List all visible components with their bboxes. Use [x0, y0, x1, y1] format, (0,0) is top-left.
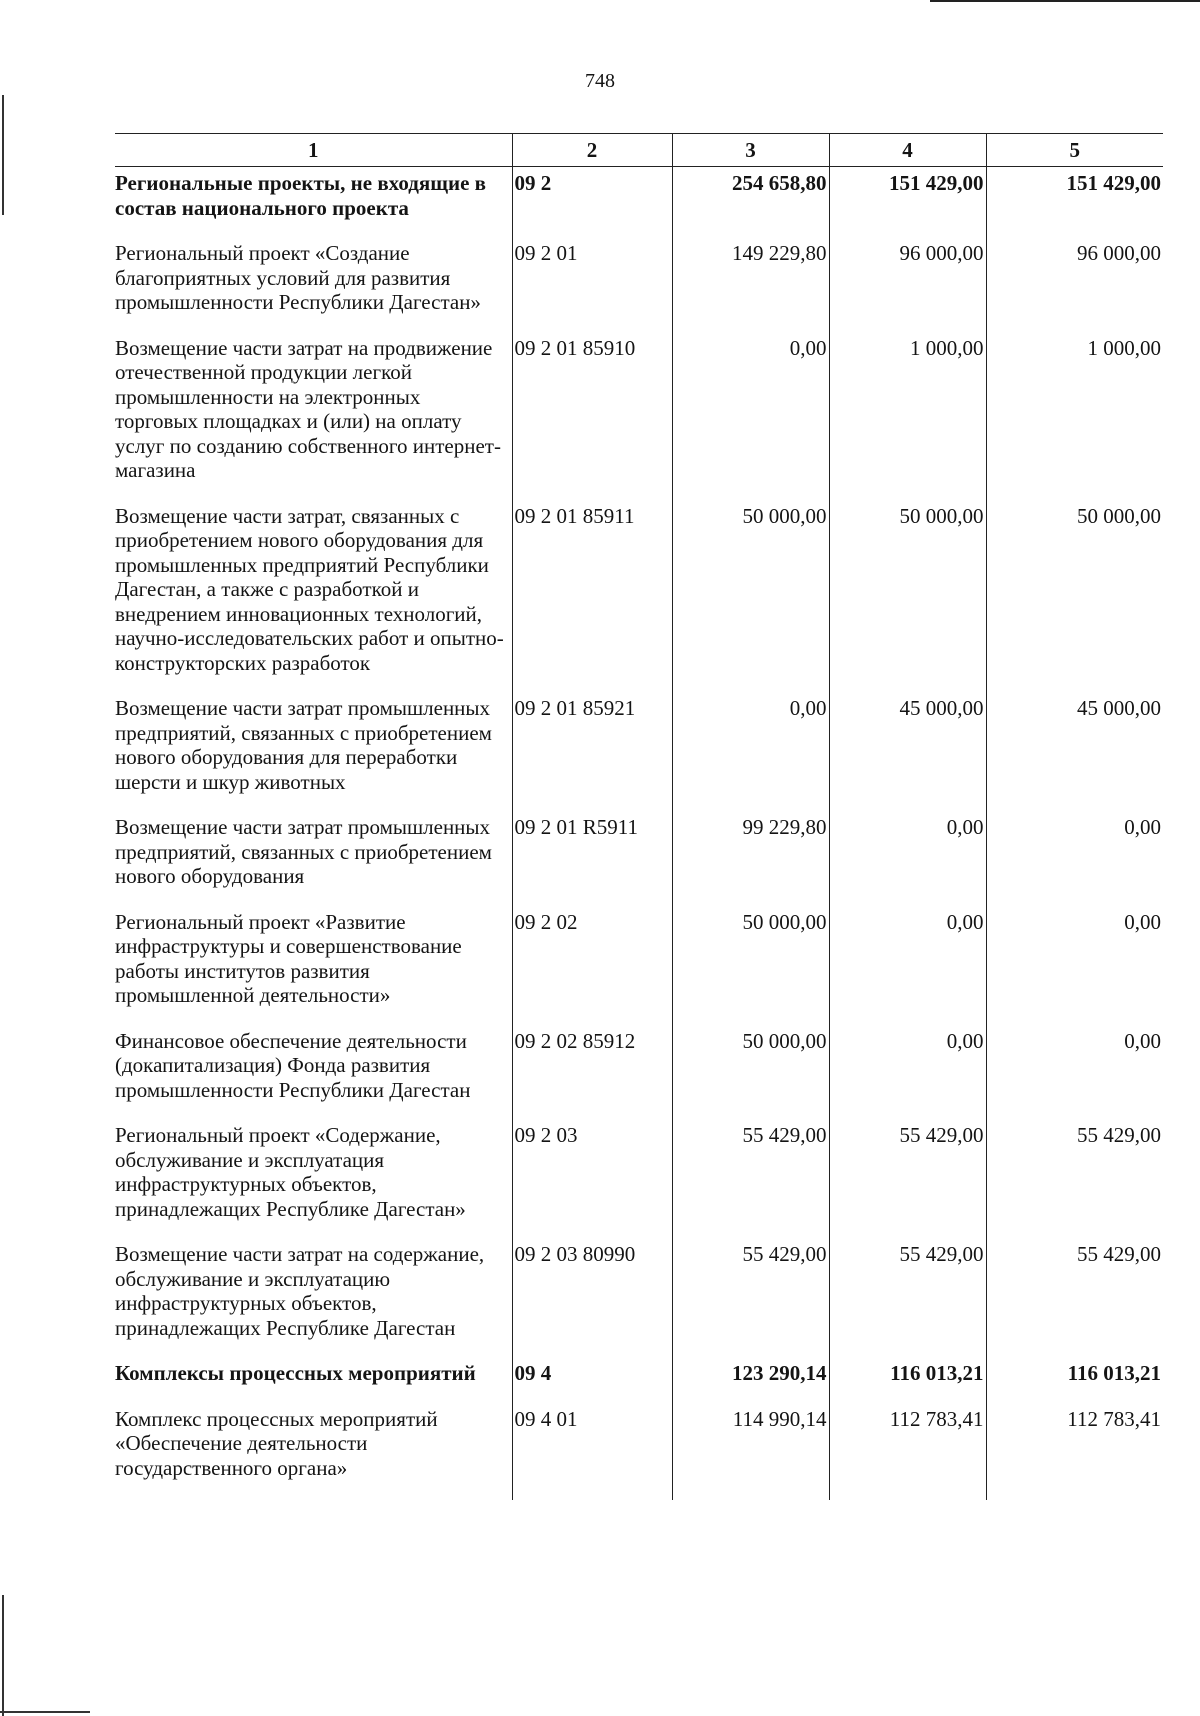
column-header-3: 3 [672, 134, 829, 167]
row-code: 09 4 01 [512, 1398, 672, 1501]
row-code: 09 4 [512, 1352, 672, 1398]
bottom-edge-rule [0, 1711, 90, 1713]
table-row [115, 806, 1163, 901]
budget-table [115, 133, 1163, 1500]
row-code: 09 2 03 [512, 1114, 672, 1233]
table-row [115, 901, 1163, 1020]
column-header-4: 4 [829, 134, 986, 167]
table-row [115, 687, 1163, 806]
top-edge-rule [930, 0, 1200, 2]
row-value-col5: 50 000,00 [986, 495, 1163, 688]
row-code: 09 2 01 85921 [512, 687, 672, 806]
row-value-col3: 254 658,80 [672, 167, 829, 233]
row-value-col3: 50 000,00 [672, 901, 829, 1020]
row-description: Возмещение части затрат на содержание, обслуживание и эксплуатацию инфраструктурных объектов, принадлежащих Республике Дагестан [115, 1242, 485, 1340]
row-description: Финансовое обеспечение деятельности (докапитализация) Фонда развития промышленности Республики Дагестан [115, 1028, 471, 1102]
row-description: Возмещение части затрат на продвижение отечественной продукции легкой промышленности на электронных торговых площадках и (или) на оплату услуг по созданию собственного интернет-магазина [115, 335, 501, 482]
row-value-col3: 114 990,14 [672, 1398, 829, 1501]
row-description: Региональный проект «Развитие инфраструктуры и совершенствование работы институтов развития промышленной деятельности» [115, 909, 462, 1007]
row-code: 09 2 02 85912 [512, 1020, 672, 1115]
row-value-col5: 1 000,00 [986, 327, 1163, 495]
row-description: Возмещение части затрат промышленных предприятий, связанных с приобретением нового оборудования [115, 815, 492, 888]
row-value-col3: 0,00 [672, 327, 829, 495]
table-row [115, 1114, 1163, 1233]
row-value-col4: 55 429,00 [829, 1233, 986, 1352]
row-value-col4: 50 000,00 [829, 495, 986, 688]
row-value-col4: 96 000,00 [829, 232, 986, 327]
row-value-col3: 55 429,00 [672, 1233, 829, 1352]
row-value-col4: 112 783,41 [829, 1398, 986, 1501]
row-value-col4: 0,00 [829, 901, 986, 1020]
row-code: 09 2 01 R5911 [512, 806, 672, 901]
column-header-1: 1 [115, 134, 512, 167]
row-code: 09 2 [512, 167, 672, 233]
row-value-col3: 0,00 [672, 687, 829, 806]
row-value-col4: 116 013,21 [829, 1352, 986, 1398]
row-value-col3: 99 229,80 [672, 806, 829, 901]
row-description: Возмещение части затрат, связанных с приобретением нового оборудования для промышленных предприятий Республики Дагестан, а также с разработкой и внедрением инновационных технологий, научно-исследовательских работ и опытно-конструкторских разработок [115, 503, 504, 675]
left-scan-edge-upper [2, 95, 4, 215]
column-header-5: 5 [986, 134, 1163, 167]
row-value-col5: 0,00 [986, 1020, 1163, 1115]
table-row [115, 167, 1163, 233]
row-value-col4: 1 000,00 [829, 327, 986, 495]
row-value-col4: 151 429,00 [829, 167, 986, 233]
row-description: Возмещение части затрат промышленных предприятий, связанных с приобретением нового оборудования для переработки шерсти и шкур животных [115, 696, 492, 794]
row-value-col5: 45 000,00 [986, 687, 1163, 806]
table-row [115, 232, 1163, 327]
row-value-col4: 0,00 [829, 806, 986, 901]
row-code: 09 2 02 [512, 901, 672, 1020]
table-row [115, 327, 1163, 495]
row-description: Региональный проект «Создание благоприятных условий для развития промышленности Республики Дагестан» [115, 241, 481, 314]
column-header-2: 2 [512, 134, 672, 167]
row-value-col3: 50 000,00 [672, 495, 829, 688]
row-value-col5: 0,00 [986, 901, 1163, 1020]
page-number: 748 [585, 70, 615, 92]
table-row [115, 495, 1163, 688]
row-value-col5: 55 429,00 [986, 1233, 1163, 1352]
row-value-col4: 55 429,00 [829, 1114, 986, 1233]
row-description: Комплекс процессных мероприятий «Обеспечение деятельности государственного органа» [115, 1406, 438, 1480]
table-row [115, 1020, 1163, 1115]
table-row [115, 1352, 1163, 1398]
row-value-col3: 123 290,14 [672, 1352, 829, 1398]
row-value-col5: 0,00 [986, 806, 1163, 901]
row-code: 09 2 01 [512, 232, 672, 327]
row-code: 09 2 01 85911 [512, 495, 672, 688]
row-description: Комплексы процессных мероприятий [115, 1361, 476, 1385]
row-value-col3: 149 229,80 [672, 232, 829, 327]
row-code: 09 2 03 80990 [512, 1233, 672, 1352]
header-row [115, 134, 1163, 167]
row-value-col3: 50 000,00 [672, 1020, 829, 1115]
row-value-col3: 55 429,00 [672, 1114, 829, 1233]
row-value-col4: 0,00 [829, 1020, 986, 1115]
row-value-col5: 96 000,00 [986, 232, 1163, 327]
row-value-col5: 116 013,21 [986, 1352, 1163, 1398]
left-scan-edge-lower [2, 1595, 4, 1716]
row-description: Региональный проект «Содержание, обслуживание и эксплуатация инфраструктурных объектов, принадлежащих Республике Дагестан» [115, 1123, 466, 1221]
row-value-col5: 112 783,41 [986, 1398, 1163, 1501]
row-value-col4: 45 000,00 [829, 687, 986, 806]
row-description: Региональные проекты, не входящие в состав национального проекта [115, 171, 486, 220]
row-value-col5: 55 429,00 [986, 1114, 1163, 1233]
table-row [115, 1233, 1163, 1352]
row-code: 09 2 01 85910 [512, 327, 672, 495]
row-value-col5: 151 429,00 [986, 167, 1163, 233]
table-row [115, 1398, 1163, 1501]
